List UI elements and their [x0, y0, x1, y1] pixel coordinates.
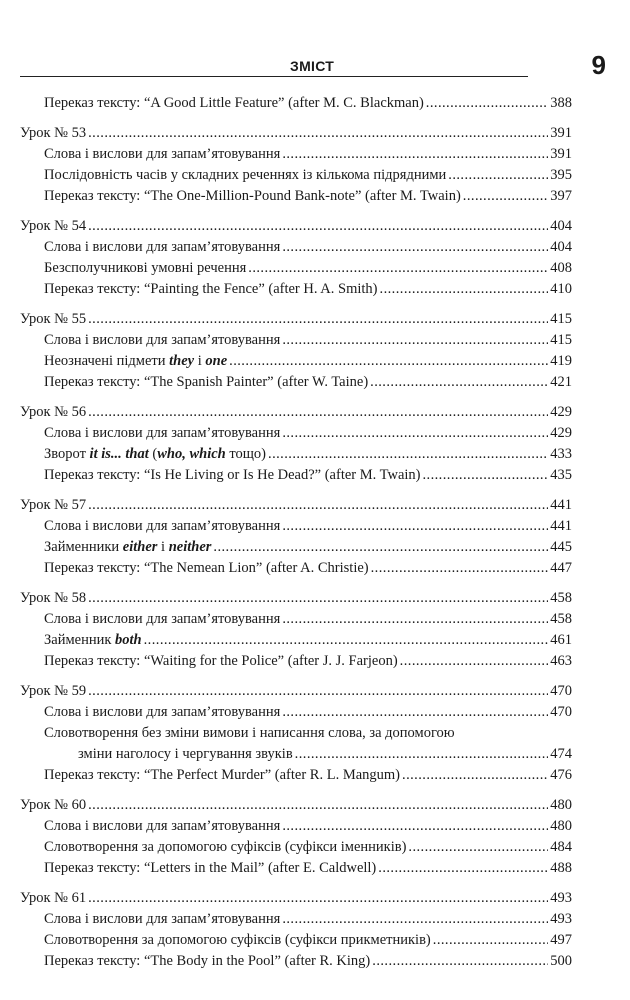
toc-entry[interactable]	[20, 837, 572, 858]
text-run: Слова і вислови для запам’ятовування	[44, 146, 281, 162]
toc-lesson-entry[interactable]	[20, 588, 572, 609]
toc-page-number: 474	[550, 746, 572, 762]
text-run: Слова і вислови для запам’ятовування	[44, 425, 281, 441]
toc-page-number: 480	[550, 797, 572, 813]
toc-entry-text	[20, 123, 86, 144]
dot-leader	[400, 651, 549, 672]
text-run: Урок № 58	[20, 590, 87, 606]
emphasized-term: either	[122, 539, 158, 555]
text-run: Урок № 57	[20, 497, 87, 513]
dot-leader	[88, 495, 548, 516]
text-run: Переказ тексту: “The Spanish Painter” (after W. Taine)	[44, 374, 369, 390]
text-run: Слова і вислови для запам’ятовування	[44, 611, 281, 627]
toc-entry[interactable]	[20, 186, 572, 207]
toc-page-number: 488	[550, 860, 572, 876]
text-run: Слова і вислови для запам’ятовування	[44, 239, 281, 255]
dot-leader	[380, 279, 549, 300]
toc-entry-text	[20, 795, 86, 816]
dot-leader	[433, 930, 548, 951]
toc-entry[interactable]	[20, 630, 572, 651]
toc-entry[interactable]	[20, 372, 572, 393]
toc-page-number: 419	[550, 353, 572, 369]
dot-leader	[88, 588, 548, 609]
toc-page-number: 388	[550, 95, 572, 111]
dot-leader	[144, 630, 549, 651]
text-run: Переказ тексту: “The Perfect Murder” (after R. L. Mangum)	[44, 767, 401, 783]
toc-entry-text	[44, 630, 142, 651]
text-run: Переказ тексту: “Waiting for the Police” (after J. J. Farjeon)	[44, 653, 398, 669]
toc-entry-text	[44, 237, 280, 258]
toc-page-number: 441	[550, 497, 572, 513]
text-run: Словотворення за допомогою суфіксів (суфікси іменників)	[44, 839, 407, 855]
dot-leader	[88, 309, 548, 330]
toc-lesson-entry[interactable]	[20, 795, 572, 816]
toc-page-number: 484	[550, 839, 572, 855]
header-rule	[20, 76, 528, 77]
toc-entry[interactable]	[20, 144, 572, 165]
toc-entry-text	[44, 186, 461, 207]
text-run: (	[148, 446, 158, 462]
dot-leader	[370, 372, 548, 393]
toc-entry[interactable]	[20, 351, 572, 372]
toc-page-number: 470	[550, 704, 572, 720]
emphasized-term: it is... that	[89, 446, 149, 462]
toc-page-number: 441	[550, 518, 572, 534]
dot-leader	[282, 144, 548, 165]
toc-page-number: 429	[550, 425, 572, 441]
toc-entry-text	[44, 702, 280, 723]
text-run: Урок № 53	[20, 125, 87, 141]
toc-entry[interactable]	[20, 909, 572, 930]
text-run: Послідовність часів у складних реченнях із кількома підрядними	[44, 167, 447, 183]
toc-entry[interactable]	[20, 258, 572, 279]
dot-leader	[282, 909, 548, 930]
toc-page-number: 415	[550, 332, 572, 348]
text-run: Слова і вислови для запам’ятовування	[44, 332, 281, 348]
toc-entry[interactable]	[20, 93, 572, 114]
toc-entry-text	[44, 351, 227, 372]
page-number: 9	[591, 50, 606, 80]
emphasized-term: who, which	[157, 446, 226, 462]
toc-entry-text	[44, 744, 293, 765]
toc-entry[interactable]	[20, 165, 572, 186]
toc-page-number: 447	[550, 560, 572, 576]
text-run: тощо)	[225, 446, 267, 462]
toc-entry[interactable]	[20, 816, 572, 837]
toc-lesson-entry[interactable]	[20, 681, 572, 702]
toc-page-number: 408	[550, 260, 572, 276]
toc-entry-text	[44, 858, 376, 879]
toc-page-number: 493	[550, 890, 572, 906]
text-run: Урок № 56	[20, 404, 87, 420]
dot-leader	[295, 744, 549, 765]
text-run: Слова і вислови для запам’ятовування	[44, 518, 281, 534]
toc-entry[interactable]	[20, 858, 572, 879]
toc-entry-text	[44, 951, 370, 972]
toc-entry[interactable]	[20, 744, 572, 765]
toc-entry[interactable]	[20, 516, 572, 537]
dot-leader	[282, 702, 548, 723]
toc-entry-text	[44, 558, 369, 579]
toc-entry[interactable]	[20, 930, 572, 951]
toc-entry-text	[20, 216, 86, 237]
toc-entry-text	[44, 93, 424, 114]
dot-leader	[88, 888, 548, 909]
toc-page-number: 421	[550, 374, 572, 390]
toc-entry[interactable]	[20, 951, 572, 972]
emphasized-term: one	[205, 353, 228, 369]
text-run: Слова і вислови для запам’ятовування	[44, 818, 281, 834]
toc-page-number: 480	[550, 818, 572, 834]
toc-entry[interactable]	[20, 765, 572, 786]
toc-entry[interactable]	[20, 465, 572, 486]
dot-leader	[463, 186, 548, 207]
dot-leader	[371, 558, 549, 579]
text-run: і	[194, 353, 206, 369]
emphasized-term: both	[115, 632, 142, 648]
toc-entry-text	[44, 165, 446, 186]
toc-entry-text	[44, 837, 406, 858]
text-run: Урок № 61	[20, 890, 87, 906]
text-run: Переказ тексту: “The Nemean Lion” (after A. Christie)	[44, 560, 369, 576]
text-run: Урок № 55	[20, 311, 87, 327]
toc-entry[interactable]	[20, 279, 572, 300]
text-run: Слова і вислови для запам’ятовування	[44, 911, 281, 927]
toc-entry-text	[44, 465, 420, 486]
dot-leader	[282, 516, 548, 537]
toc-entry-text	[20, 681, 86, 702]
toc-lesson-entry[interactable]	[20, 495, 572, 516]
toc-entry-text	[44, 258, 246, 279]
dot-leader	[282, 609, 548, 630]
text-run: зміни наголосу і чергування звуків	[78, 746, 293, 762]
toc-entry[interactable]	[20, 537, 572, 558]
text-run: Урок № 59	[20, 683, 87, 699]
toc-page-number: 404	[550, 239, 572, 255]
toc-entry-text	[20, 402, 86, 423]
toc-page-number: 458	[550, 590, 572, 606]
text-run: Переказ тексту: “The One-Million-Pound Bank-note” (after M. Twain)	[44, 188, 461, 204]
toc-entry-text	[44, 516, 280, 537]
dot-leader	[268, 444, 548, 465]
toc-entry-text	[44, 372, 368, 393]
dot-leader	[229, 351, 548, 372]
toc-entry[interactable]	[20, 609, 572, 630]
dot-leader	[422, 465, 548, 486]
toc-lesson-entry[interactable]	[20, 888, 572, 909]
text-run: Неозначені підмети	[44, 353, 170, 369]
toc-page-number: 404	[550, 218, 572, 234]
text-run: і	[157, 539, 169, 555]
toc-page-number: 429	[550, 404, 572, 420]
emphasized-term: they	[169, 353, 195, 369]
toc-entry-text	[44, 444, 266, 465]
toc-lesson-entry[interactable]	[20, 309, 572, 330]
toc-page-number: 493	[550, 911, 572, 927]
toc-page-number: 476	[550, 767, 572, 783]
text-run: Урок № 60	[20, 797, 87, 813]
dot-leader	[282, 816, 548, 837]
toc-entry-line	[20, 723, 572, 744]
toc-entry-text	[44, 423, 280, 444]
toc-entry-text	[44, 651, 398, 672]
table-of-contents	[20, 93, 572, 972]
toc-entry-text	[44, 609, 280, 630]
toc-entry-text	[44, 765, 400, 786]
toc-page-number: 458	[550, 611, 572, 627]
toc-entry[interactable]	[20, 444, 572, 465]
toc-page-number: 395	[550, 167, 572, 183]
toc-entry[interactable]	[20, 237, 572, 258]
text-run: Зворот	[44, 446, 90, 462]
toc-entry-text	[44, 330, 280, 351]
dot-leader	[88, 123, 548, 144]
toc-page-number: 445	[550, 539, 572, 555]
dot-leader	[402, 765, 548, 786]
dot-leader	[282, 237, 548, 258]
toc-entry[interactable]	[20, 423, 572, 444]
toc-entry-text	[44, 279, 378, 300]
toc-page-number: 410	[550, 281, 572, 297]
toc-page-number: 391	[550, 146, 572, 162]
toc-entry-text	[20, 888, 86, 909]
toc-entry-text	[44, 816, 280, 837]
dot-leader	[282, 423, 548, 444]
toc-page-number: 435	[550, 467, 572, 483]
text-run: Переказ тексту: “Letters in the Mail” (after E. Caldwell)	[44, 860, 377, 876]
toc-page-number: 500	[550, 953, 572, 969]
dot-leader	[448, 165, 548, 186]
toc-entry[interactable]	[20, 702, 572, 723]
toc-page-number: 397	[550, 188, 572, 204]
running-header	[20, 52, 606, 82]
toc-lesson-entry[interactable]	[20, 402, 572, 423]
toc-entry-text	[44, 144, 280, 165]
dot-leader	[372, 951, 548, 972]
dot-leader	[248, 258, 548, 279]
toc-entry-text	[20, 588, 86, 609]
text-run: Слова і вислови для запам’ятовування	[44, 704, 281, 720]
toc-page-number: 415	[550, 311, 572, 327]
toc-entry-text	[44, 537, 211, 558]
toc-page-number: 433	[550, 446, 572, 462]
text-run: Переказ тексту: “A Good Little Feature” (after M. C. Blackman)	[44, 95, 424, 111]
dot-leader	[88, 681, 548, 702]
toc-page-number: 463	[550, 653, 572, 669]
text-run: Переказ тексту: “Is He Living or Is He Dead?” (after M. Twain)	[44, 467, 421, 483]
toc-entry[interactable]	[20, 330, 572, 351]
section-title: ЗМІСТ	[290, 58, 335, 74]
toc-entry-text	[20, 495, 86, 516]
toc-entry-text	[44, 930, 431, 951]
dot-leader	[408, 837, 548, 858]
text-run: Займенники	[44, 539, 123, 555]
emphasized-term: neither	[168, 539, 212, 555]
toc-entry-text: Словотворення без зміни вимови і написання слова, за допомогою	[44, 725, 455, 741]
text-run: Займенник	[44, 632, 116, 648]
text-run: Словотворення за допомогою суфіксів (суфікси прикметників)	[44, 932, 431, 948]
text-run: Переказ тексту: “Painting the Fence” (after H. A. Smith)	[44, 281, 378, 297]
dot-leader	[88, 402, 548, 423]
toc-entry-text	[44, 909, 280, 930]
toc-entry[interactable]	[20, 651, 572, 672]
toc-page-number: 497	[550, 932, 572, 948]
dot-leader	[282, 330, 548, 351]
dot-leader	[88, 216, 548, 237]
toc-lesson-entry[interactable]	[20, 216, 572, 237]
toc-page-number: 470	[550, 683, 572, 699]
dot-leader	[213, 537, 548, 558]
dot-leader	[88, 795, 548, 816]
dot-leader	[378, 858, 548, 879]
text-run: Безсполучникові умовні речення	[44, 260, 247, 276]
toc-page-number: 391	[550, 125, 572, 141]
text-run: Переказ тексту: “The Body in the Pool” (after R. King)	[44, 953, 371, 969]
text-run: Урок № 54	[20, 218, 87, 234]
toc-lesson-entry[interactable]	[20, 123, 572, 144]
dot-leader	[426, 93, 548, 114]
toc-entry[interactable]	[20, 558, 572, 579]
toc-page-number: 461	[550, 632, 572, 648]
toc-entry-text	[20, 309, 86, 330]
